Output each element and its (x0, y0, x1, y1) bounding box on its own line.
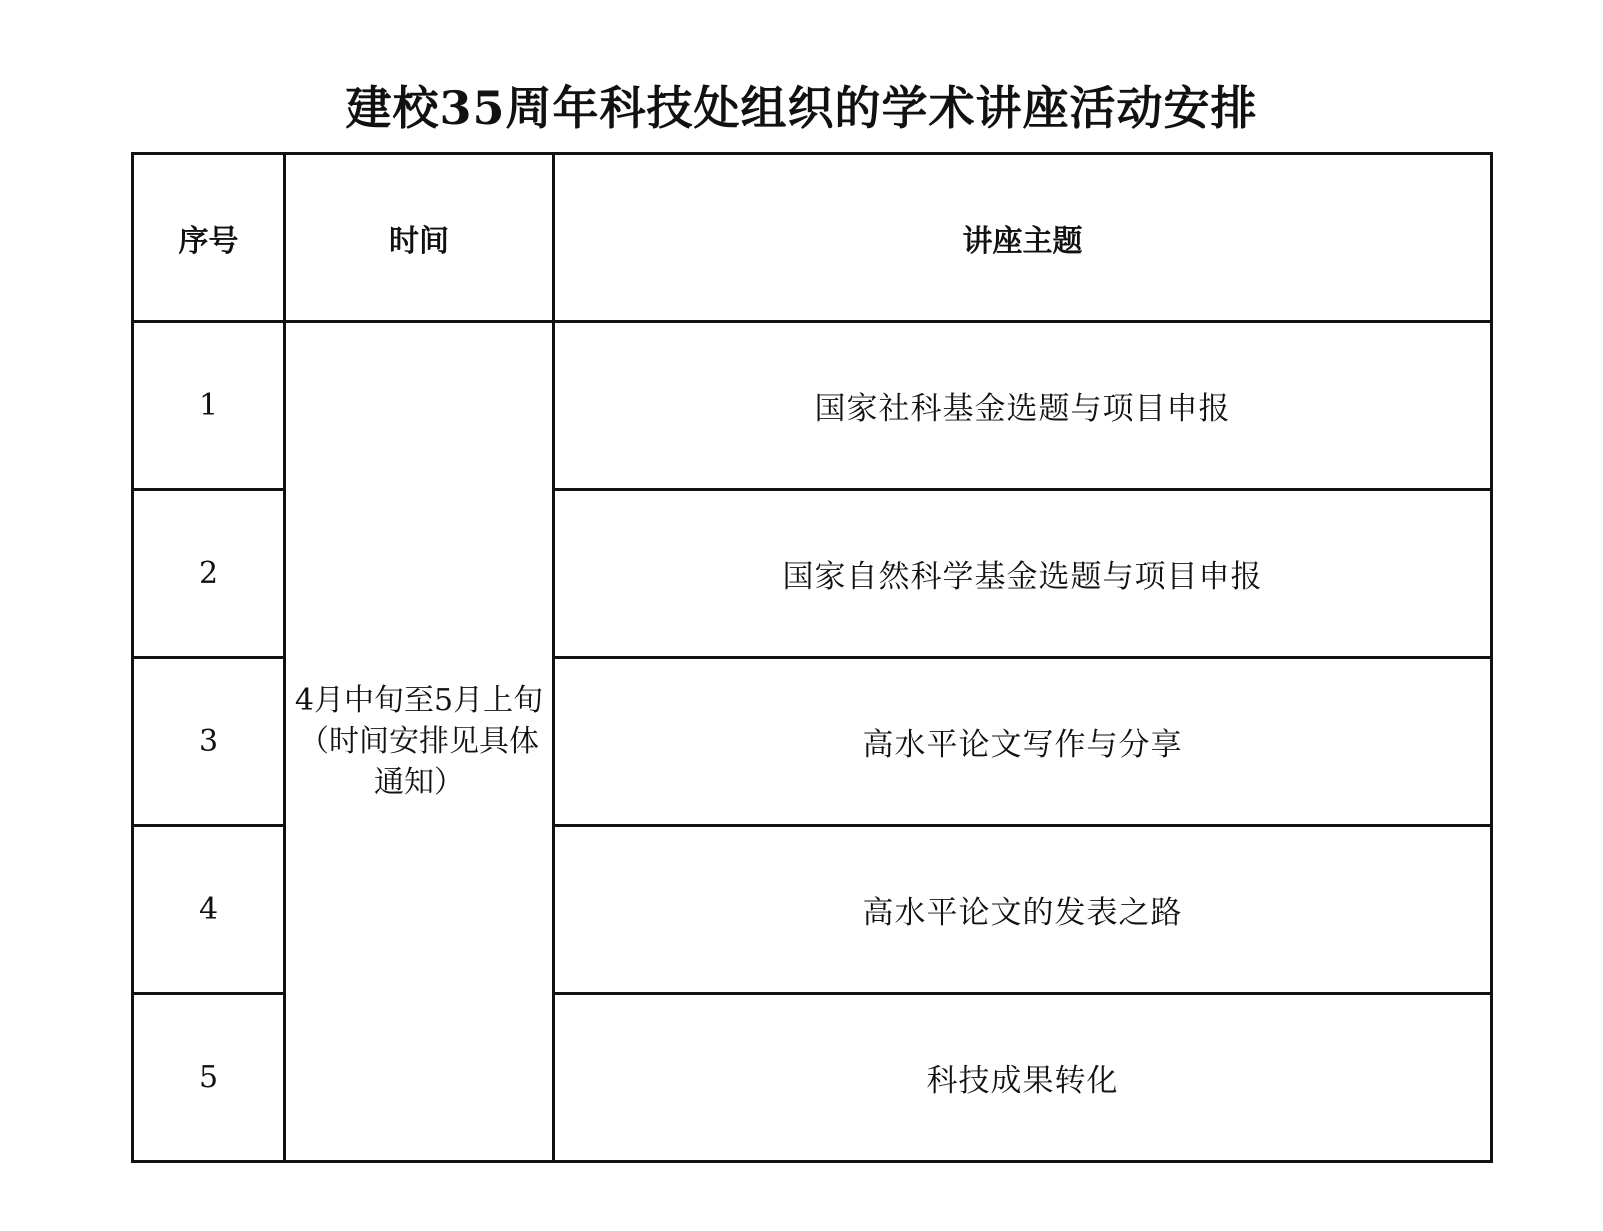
page-title: 建校35周年科技处组织的学术讲座活动安排 (345, 81, 1258, 135)
row-index: 4 (133, 826, 285, 994)
time-note: （时间安排见具体通知） (299, 724, 539, 800)
table-header-row (133, 154, 1492, 322)
header-time: 时间 (285, 154, 554, 322)
row-topic: 国家自然科学基金选题与项目申报 (554, 490, 1492, 658)
table-row (133, 322, 1492, 490)
row-index: 2 (133, 490, 285, 658)
row-topic: 高水平论文写作与分享 (554, 658, 1492, 826)
row-topic: 国家社科基金选题与项目申报 (554, 322, 1492, 490)
row-topic: 科技成果转化 (554, 994, 1492, 1162)
row-index: 1 (133, 322, 285, 490)
row-topic: 高水平论文的发表之路 (554, 826, 1492, 994)
lecture-schedule-table (131, 152, 1493, 1163)
header-topic: 讲座主题 (554, 154, 1492, 322)
row-index: 5 (133, 994, 285, 1162)
row-index: 3 (133, 658, 285, 826)
header-index: 序号 (133, 154, 285, 322)
time-cell (285, 322, 554, 1162)
time-range: 4月中旬至5月上旬 (294, 683, 544, 718)
